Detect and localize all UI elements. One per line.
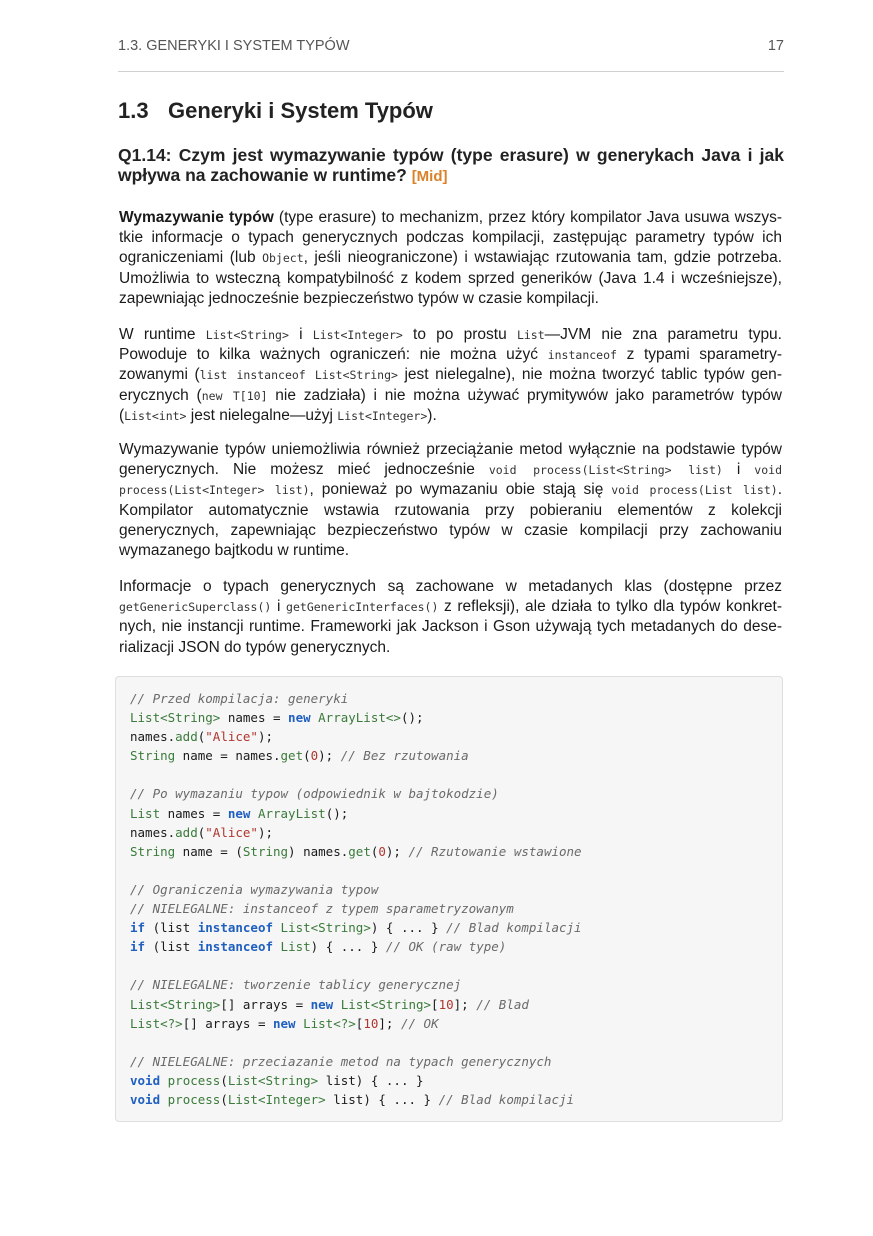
code-line (130, 956, 782, 975)
code-line (130, 1052, 782, 1071)
code-token: List<String> (280, 920, 371, 936)
code-token: void (130, 1072, 161, 1088)
code-token: List<String> (130, 710, 221, 726)
code-token: List<?> (303, 1015, 356, 1031)
section-title-text: Generyki i System Typów (168, 98, 433, 123)
code-token: instanceof (197, 920, 274, 936)
code-line (130, 880, 782, 899)
code-token: "Alice" (205, 729, 258, 745)
code-token: 10 (363, 1015, 379, 1031)
code-token (296, 1016, 304, 1031)
code-line (130, 727, 782, 746)
code-token: // Rzutowanie wstawione (408, 843, 582, 859)
code-block (115, 676, 783, 1122)
code-token (273, 939, 281, 954)
code-token: // NIELEGALNE: instanceof z typem sparametryzowanym (130, 901, 514, 917)
inline-code: instanceof (547, 348, 617, 363)
paragraph-text: . Kompilator automatycznie wstawia rzutowania przy pobieraniu elementów z kolekcji generycznych, zapewniając bezpieczeństwo typów w czasie kompilacji przy zachowaniu wymazanego bajtkodu w runtime. (119, 481, 782, 560)
header-divider (118, 71, 784, 72)
code-token: // NIELEGALNE: tworzenie tablicy generycznej (130, 977, 462, 993)
code-token: if (130, 939, 146, 955)
code-token: list) { ... } (325, 1091, 439, 1107)
paragraph-text: i (722, 461, 755, 479)
paragraph-text: jest nielegalne—użyj (186, 406, 338, 424)
code-line (130, 804, 782, 823)
paragraph-text: , jeśli nieograniczone) i wstawiając rzutowania tam, gdzie potrzeba. Umożliwia to wsteczną kompatybilność z kodem sprzed generików (Java 1.4 i wcześniejsze), zapewniając jednocześnie bezpieczeństwo typów w czasie kompilacji. (119, 249, 782, 307)
code-token: String (242, 843, 289, 859)
code-token (333, 997, 341, 1012)
paragraph-text: z refleksji), ale działa to tylko dla typów konkretnych, nie instancji runtime. Frameworki jak Jackson i Gson używają tych metadanych do deserializacji JSON do typów generycznych. (119, 598, 782, 656)
code-token: List<Integer> (227, 1091, 326, 1107)
code-token: list) { ... } (318, 1072, 424, 1088)
code-token: // Ograniczenia wymazywania typow (130, 881, 379, 897)
inline-code: new T[10] (201, 388, 268, 403)
code-token: ); (318, 748, 341, 764)
code-token: get (280, 748, 304, 764)
code-token: ( (220, 1091, 228, 1107)
paragraph-text: W runtime (119, 326, 206, 343)
code-token: [ (355, 1015, 364, 1031)
code-token: ( (197, 824, 206, 840)
inline-code: List<String> (205, 328, 289, 342)
code-token: "Alice" (205, 824, 258, 840)
code-token: ) names. (288, 843, 349, 859)
code-line (130, 918, 782, 937)
inline-code: getGenericSuperclass() (119, 600, 272, 615)
paragraph-text: jest nielegalne), nie można tworzyć tablic typów generycznych ( (119, 366, 782, 404)
paragraph-text: Informacje o typach generycznych są zachowane w metadanych klas (dostępne przez (119, 578, 782, 595)
code-line (130, 1014, 782, 1033)
running-header-section: 1.3. GENERYKI I SYSTEM TYPÓW (118, 38, 350, 54)
code-token: name = ( (175, 843, 243, 859)
paragraph (119, 325, 782, 426)
code-token: instanceof (197, 939, 274, 955)
difficulty-badge: [Mid] (411, 168, 448, 185)
code-token: // OK (400, 1015, 439, 1031)
code-token: 0 (310, 748, 319, 764)
inline-code: void process(List<Integer> list) (119, 463, 782, 498)
code-token: // Blad (476, 996, 529, 1012)
code-token: ( (370, 843, 379, 859)
code-token: List (280, 939, 311, 955)
code-line (130, 1033, 782, 1052)
paragraph (119, 208, 782, 309)
page-number: 17 (767, 38, 784, 54)
code-line (130, 1071, 782, 1090)
code-line (130, 746, 782, 765)
code-line (130, 975, 782, 994)
code-line (130, 861, 782, 880)
code-token: List (130, 805, 161, 821)
code-line (130, 842, 782, 861)
code-token: new (273, 1015, 296, 1031)
paragraph-text: nie zadziała) i nie można używać prymitywów jako parametrów typów ( (119, 386, 783, 424)
code-line (130, 937, 782, 956)
code-token: ) { ... } (370, 920, 447, 936)
code-token: ); (257, 824, 274, 840)
code-token: new (310, 996, 334, 1012)
code-line (130, 899, 782, 918)
code-token: ); (257, 729, 274, 745)
inline-code: Object (262, 251, 304, 266)
code-token: [ (431, 996, 439, 1012)
code-token: add (175, 729, 198, 745)
code-token (250, 806, 258, 821)
code-token: new (227, 805, 251, 821)
paragraph-text: —JVM nie zna parametru typu. Powoduje to kilka ważnych ograniczeń: nie można użyć (119, 326, 782, 364)
inline-code: list instanceof List<String> (199, 368, 398, 383)
paragraph-text: i (288, 326, 313, 343)
code-token: names = (220, 710, 289, 726)
code-line (130, 995, 782, 1014)
code-token: // OK (raw type) (385, 939, 507, 955)
code-token: get (348, 843, 371, 859)
code-token: ) { ... } (310, 939, 386, 955)
code-listing (116, 677, 782, 1109)
code-token: ); (385, 843, 409, 859)
question-heading (118, 145, 784, 187)
code-token: // Po wymazaniu typow (odpowiednik w bajtokodzie) (130, 786, 499, 802)
code-token: [] arrays = (220, 996, 311, 1012)
code-token: List<?> (130, 1015, 183, 1031)
code-line (130, 1090, 782, 1109)
code-token: ( (303, 748, 311, 764)
paragraph-text: (type erasure) to mechanizm, przez który kompilator Java usuwa wszystkie informacje o typach generycznych podczas kompilacji, zastępując parametry typów ich ograniczeniami (lub (119, 209, 782, 267)
paragraph-text: i (271, 598, 287, 616)
question-text: Q1.14: Czym jest wymazywanie typów (type erasure) w generykach Java i jak wpływa na zachowanie w runtime? (118, 145, 784, 185)
paragraph-text: Wymazywanie typów uniemożliwia również przeciążanie metod wyłącznie na podstawie typów generycznych. Nie możesz mieć jednocześnie (119, 441, 782, 479)
code-token: // Bez rzutowania (340, 748, 469, 764)
code-token: // Blad kompilacji (446, 920, 582, 936)
code-token: 10 (438, 996, 454, 1012)
code-token: List<String> (340, 996, 432, 1012)
section-title (118, 98, 433, 124)
code-line (130, 784, 782, 803)
code-token: names. (130, 824, 176, 840)
code-token: List<String> (130, 996, 221, 1012)
code-token: List<String> (227, 1072, 319, 1088)
code-token: ( (220, 1072, 228, 1088)
paragraph-text: ). (427, 406, 437, 424)
code-token: 0 (378, 843, 386, 859)
paragraph-text: , ponieważ po wymazaniu obie stają się (309, 481, 612, 499)
inline-code: List<Integer> (312, 328, 403, 342)
running-header (118, 38, 784, 58)
code-token: (); (400, 710, 424, 726)
code-token: String (130, 748, 176, 764)
code-token (273, 920, 281, 935)
code-token: // Przed kompilacja: generyki (130, 691, 349, 706)
code-line (130, 689, 782, 708)
inline-code: getGenericInterfaces() (286, 600, 439, 615)
code-line (130, 823, 782, 842)
code-token: ArrayList (257, 805, 326, 821)
code-token: (list (145, 939, 198, 955)
code-token: names = (160, 805, 228, 821)
inline-code: List (516, 328, 545, 342)
code-token: new (288, 710, 311, 726)
code-line (130, 708, 782, 727)
code-token: ]; (453, 996, 477, 1012)
paragraph-text: z typami sparametryzowanymi ( (119, 346, 782, 384)
code-token: (); (325, 805, 349, 821)
inline-code: void process(List list) (611, 483, 778, 498)
code-token: (list (145, 920, 198, 936)
code-token: // NIELEGALNE: przeciazanie metod na typach generycznych (130, 1053, 552, 1069)
code-token: [] arrays = (182, 1015, 273, 1031)
inline-code: List<int> (124, 408, 187, 423)
inline-code: void process(List<String> list) (488, 463, 723, 478)
code-token: ( (197, 729, 206, 745)
code-token: void (130, 1091, 161, 1107)
code-token: String (130, 843, 176, 859)
code-token: process (167, 1072, 221, 1088)
code-token: process (167, 1091, 221, 1107)
code-token: ]; (378, 1015, 401, 1031)
code-token: ArrayList<> (318, 710, 401, 726)
code-token (160, 1092, 168, 1107)
paragraph-text: to po prostu (402, 326, 517, 343)
code-token: names. (130, 729, 176, 745)
code-line (130, 765, 782, 784)
code-token: // Blad kompilacji (438, 1091, 575, 1107)
section-number: 1.3 (118, 98, 149, 123)
code-token: if (130, 920, 146, 936)
paragraph (119, 440, 782, 561)
inline-code: List<Integer> (337, 408, 428, 423)
paragraph (119, 577, 782, 658)
code-token: name = names. (175, 748, 281, 764)
bold-term: Wymazywanie typów (119, 209, 274, 226)
code-token (160, 1073, 168, 1088)
code-token: add (175, 824, 198, 840)
